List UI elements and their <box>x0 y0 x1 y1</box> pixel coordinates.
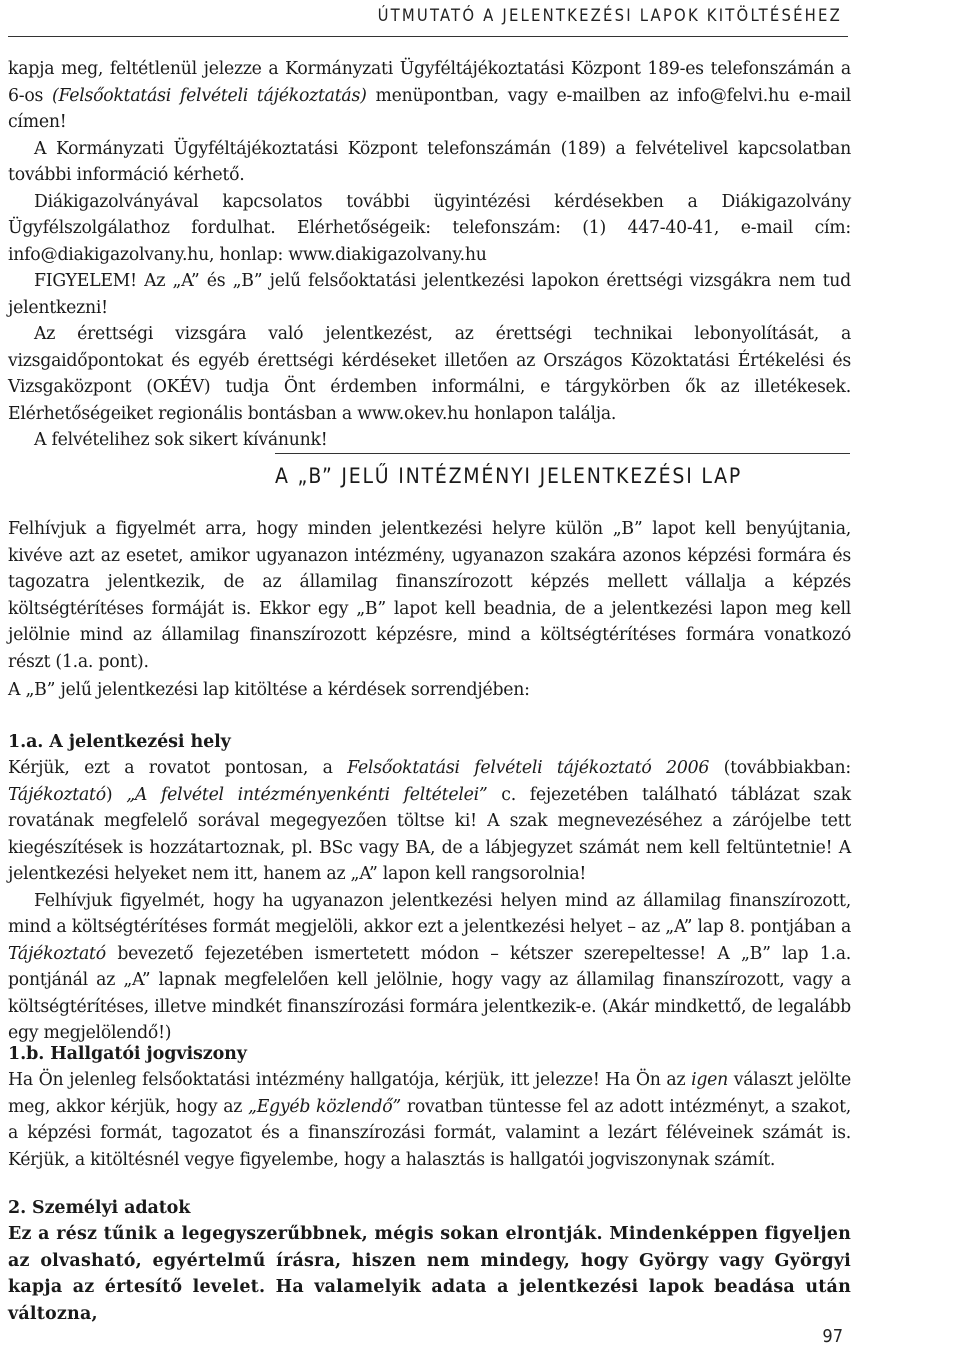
intro-p1-text-a: kapja meg, feltétlenül jelezze a Kormányzati Ügyféltájékoztatási Központ 189-es telefonszámán a 6-os <box>8 59 851 106</box>
header-rule <box>8 36 848 37</box>
title-rule <box>275 453 850 454</box>
s1b-italic-1: igen <box>691 1070 729 1090</box>
subsection-1b <box>8 1041 851 1173</box>
intro-paragraph-5: Az érettségi vizsgára való jelentkezést, az érettségi technikai lebonyolítását, a vizsgaidőpontokat és egyéb érettségi kérdéseket illetően az Országos Közoktatási Értékelési és Vizsgaközpont (OKÉV) tudja Önt érdemben informálni, e tárgykörben ők az illetékesek. Elérhetőségeiket regionális bontásban a www.okev.hu honlapon találja. <box>8 324 851 424</box>
s1a-p1-text-a: Kérjük, ezt a rovatot pontosan, a <box>8 758 348 778</box>
section-title: A „B” JELŰ INTÉZMÉNYI JELENTKEZÉSI LAP <box>275 464 743 488</box>
subsection-1b-heading: 1.b. Hallgatói jogviszony <box>8 1044 247 1064</box>
subsection-2 <box>8 1195 851 1327</box>
subsection-2-bold-paragraph: Ez a rész tűnik a legegyszerűbbnek, mégis sokan elrontják. Mindenképpen figyeljen az olvasható, egyértelmű írásra, hiszen nem mindegy, hogy György vagy Györgyi kapja az értesítő levelet. Ha valamelyik adata a jelentkezési lapok beadása után változna, <box>8 1224 851 1324</box>
subsection-1a-paragraph-1 <box>8 755 851 888</box>
order-line: A „B” jelű jelentkezési lap kitöltése a kérdések sorrendjében: <box>8 680 530 700</box>
intro-paragraph-1 <box>8 56 851 136</box>
intro-paragraph-2: A Kormányzati Ügyféltájékoztatási Központ telefonszámán (189) a felvételivel kapcsolatban további információ kérhető. <box>8 138 851 185</box>
s1a-p1-text-c: ) <box>105 784 127 805</box>
s1b-text-c: rovatban tüntesse fel az adott intézményt, a szakot, a képzési formát, tagozatot és a finanszírozási formát, valamint a lezárt féléveinek számát is. Kérjük, a kitöltésnél vegye figyelembe, hogy a halasztás is hallgatói jogviszonynak számít. <box>8 1096 852 1170</box>
section-intro-paragraph: Felhívjuk a figyelmét arra, hogy minden jelentkezési helyre külön „B” lapot kell benyújtania, kivéve azt az esetet, amikor ugyanazon intézmény, ugyanazon szakára azonos képzési formára és tagozatra jelentkezik, de az államilag finanszírozott képzés mellett vállalja a képzés költségtérítéses formáját is. Ekkor egy „B” lapot kell beadnia, de a jelentkezési lapon meg kell jelölnie mind az államilag finanszírozott képzésre, mind a költségtérítéses formára vonatkozó részt (1.a. pont). <box>8 519 851 672</box>
s1a-p1-text-b: (továbbiakban: <box>709 758 851 778</box>
subsection-2-heading: 2. Személyi adatok <box>8 1198 191 1218</box>
s1a-p1-text-d: c. fejezetében található táblázat szak rovatának megfelelő sorával megegyezően töltse ki! A szak megnevezéséhez a zárójelbe tett kiegészítések is hozzátartoznak, pl. BSc vagy BA, de a lábjegyzet számát nem kell feltüntetnie! A jelentkezési helyeket nem itt, hanem az „A” lapon kell rangsorolnia! <box>8 784 851 884</box>
s1b-italic-2: „Egyéb közlendő” <box>248 1096 401 1117</box>
subsection-1a-paragraph-2 <box>8 888 851 1047</box>
subsection-1a-heading: 1.a. A jelentkezési hely <box>8 732 231 752</box>
s1a-p1-italic-2: Tájékoztató <box>8 784 106 805</box>
intro-section <box>8 56 851 454</box>
subsection-1b-paragraph <box>8 1067 851 1173</box>
s1b-text-b: választ jelölte meg, akkor kérjük, hogy az <box>8 1070 851 1117</box>
s1a-p2-italic: Tájékoztató <box>8 943 106 964</box>
intro-p1-text-b: menüpontban, vagy e-mailben az info@felvi.hu e-mail címen! <box>8 85 851 132</box>
s1a-p2-text-b: bevezető fejezetében ismertetett módon – kétszer szerepeltesse! A „B” lap 1.a. pontjánál az „A” lapnak megfelelően kell jelölnie, hogy vagy az államilag finanszírozott, vagy a költségtérítéses, illetve mindkét finanszírozási formára jelentkezik-e. (Akár mindkettő, de legalább egy megjelölendő!) <box>8 943 851 1043</box>
page-number: 97 <box>822 1326 843 1347</box>
s1a-p2-text-a: Felhívjuk figyelmét, hogy ha ugyanazon jelentkezési helyen mind az államilag finanszírozott, mind a költségtérítéses formát megjelöli, akkor ezt a jelentkezési helyet – az „A” lap 8. pontjában a <box>8 890 851 937</box>
s1a-p1-italic-1: Felsőoktatási felvételi tájékoztató 2006 <box>347 758 710 778</box>
section-body <box>8 516 851 675</box>
section-title-block <box>275 453 850 488</box>
intro-paragraph-warning: FIGYELEM! Az „A” és „B” jelű felsőoktatási jelentkezési lapokon érettségi vizsgákra nem tud jelentkezni! <box>8 271 851 318</box>
intro-paragraph-closing: A felvételihez sok sikert kívánunk! <box>34 430 328 450</box>
intro-p1-italic: (Felsőoktatási felvételi tájékoztatás) <box>51 85 367 106</box>
s1a-p1-italic-3: „A felvétel intézményenkénti feltételei” <box>126 784 488 805</box>
order-line-block <box>8 677 851 704</box>
intro-paragraph-3: Diákigazolványával kapcsolatos további ügyintézési kérdésekben a Diákigazolvány Ügyfélszolgálathoz fordulhat. Elérhetőségeik: telefonszám: (1) 447-40-41, e-mail cím: info@diakigazolvany.hu, honlap: www.diakigazolvany.hu <box>8 191 851 265</box>
s1b-text-a: Ha Ön jelenleg felsőoktatási intézmény hallgatója, kérjük, itt jelezze! Ha Ön az <box>8 1070 692 1090</box>
running-title: ÚTMUTATÓ A JELENTKEZÉSI LAPOK KITÖLTÉSÉHEZ <box>377 6 842 25</box>
subsection-1a <box>8 729 851 1047</box>
